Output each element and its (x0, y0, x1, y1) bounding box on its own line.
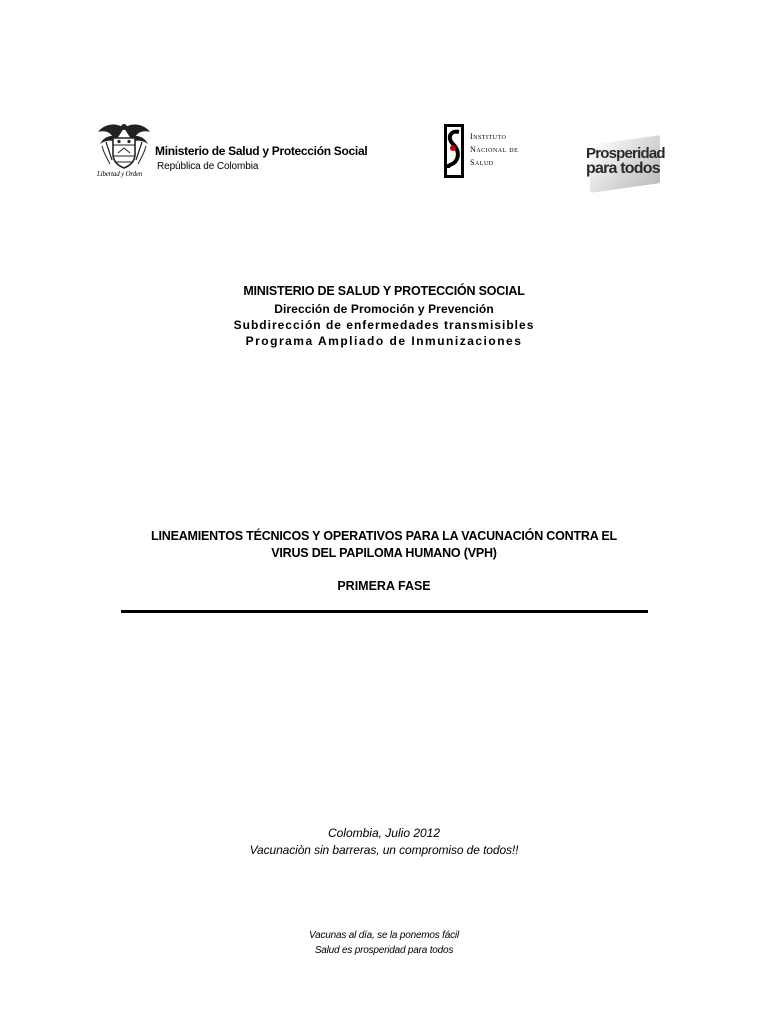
ins-line-3: Salud (470, 158, 494, 167)
shield-caption: Libertad y Orden (97, 170, 143, 178)
document-title-line-2: VIRUS DEL PAPILOMA HUMANO (VPH) (271, 546, 497, 560)
ministry-heading: MINISTERIO DE SALUD Y PROTECCIÓN SOCIAL (243, 284, 525, 298)
ministry-logo (96, 120, 386, 180)
slogan: Vacunaciòn sin barreras, un compromiso de todos!! (249, 843, 519, 857)
place-date: Colombia, Julio 2012 (327, 826, 441, 840)
direccion-heading: Dirección de Promoción y Prevención (274, 302, 494, 316)
ministry-logo-name: Ministerio de Salud y Protección Social (155, 144, 368, 158)
ministry-logo-country: República de Colombia (157, 161, 259, 172)
ins-line-2: Nacional de (470, 145, 519, 154)
prosperidad-line-2: para todos (586, 160, 660, 177)
ins-line-1: Instituto (470, 132, 507, 141)
subdireccion-heading: Subdirección de enfermedades transmisibles (233, 318, 535, 332)
title-divider (121, 610, 648, 613)
footer-line-2: Salud es prosperidad para todos (314, 945, 454, 956)
prosperidad-line-1: Prosperidad (586, 145, 665, 162)
prosperidad-logo-text (586, 146, 665, 176)
programa-heading: Programa Ampliado de Inmunizaciones (245, 334, 523, 348)
ins-mark-icon (444, 124, 464, 178)
prosperidad-logo (584, 136, 664, 192)
ins-logo-text (470, 130, 518, 169)
footer-line-1: Vacunas al día, se la ponemos fácil (309, 930, 459, 941)
ins-logo (444, 124, 554, 180)
document-title-line-1: LINEAMIENTOS TÉCNICOS Y OPERATIVOS PARA LA VACUNACIÓN CONTRA EL (151, 529, 617, 543)
document-phase: PRIMERA FASE (337, 579, 431, 593)
